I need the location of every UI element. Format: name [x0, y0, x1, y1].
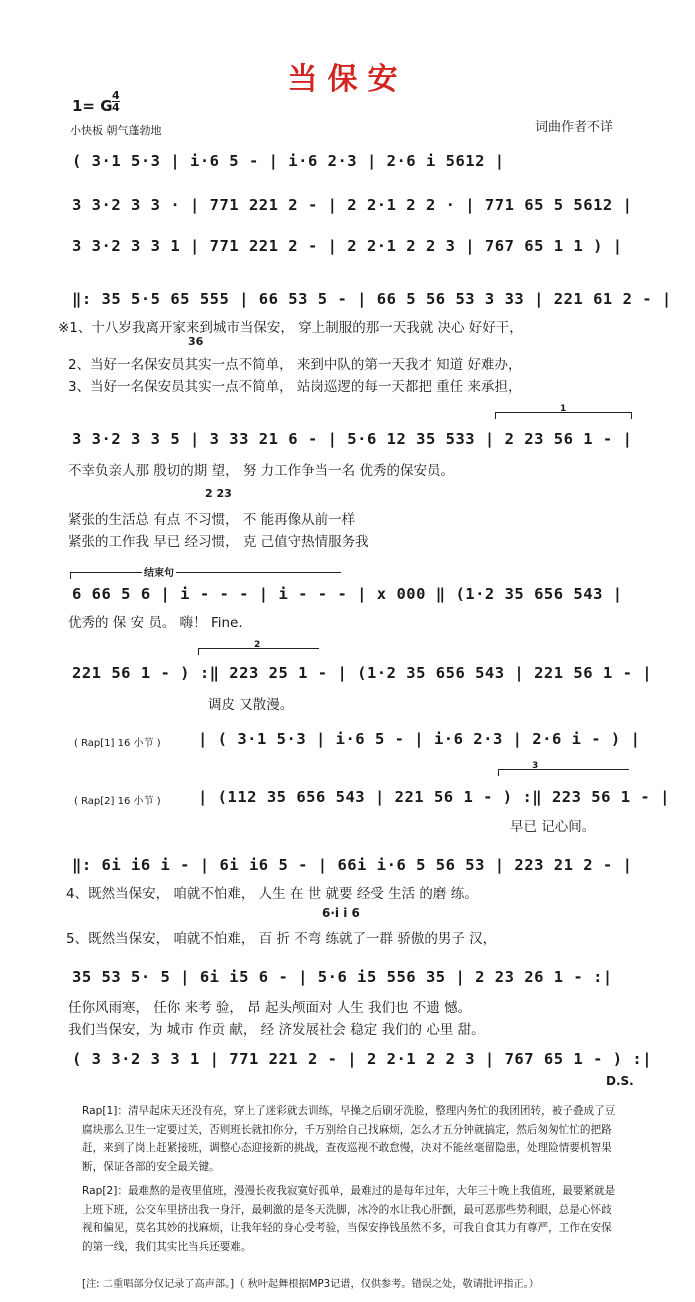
music-line: ( 3·1 5·3 | i·6 5 - | i·6 2·3 | 2·6 i 5612 | [72, 152, 505, 170]
lyric-line: 我们当保安，为 城市 作贡 献， 经 济发展社会 稳定 我们的 心里 甜。 [68, 1022, 485, 1038]
music-line: ‖: 35 5·5 65 555 | 66 53 5 - | 66 5 56 53 3 33 | 221 61 2 - | [72, 290, 672, 308]
music-line: 3 3·2 3 3 5 | 3 33 21 6 - | 5·6 12 35 533 | 2 23 56 1 - | [72, 430, 633, 448]
composer-credit: 词曲作者不详 [535, 120, 614, 135]
ending-label: 结束句 [142, 564, 176, 579]
lyric-line: 早已 记心间。 [510, 819, 596, 835]
volta-bracket [498, 769, 629, 776]
music-line: 3 3·2 3 3 1 | 771 221 2 - | 2 2·1 2 2 3 | 767 65 1 1 ) | [72, 237, 623, 255]
music-line: ‖: 6i i6 i - | 6i i6 5 - | 66i i·6 5 56 53 | 223 21 2 - | [72, 856, 633, 874]
lyric-line: 任你风雨寒， 任你 来考 验， 昂 起头颅面对 人生 我们也 不遗 憾。 [68, 1000, 472, 1016]
music-line: 6 66 5 6 | i - - - | i - - - | x 000 ‖ (1·2 35 656 543 | [72, 585, 623, 603]
lyric-line: 不幸负亲人那 殷切的期 望， 努 力工作争当一名 优秀的保安员。 [68, 463, 454, 479]
music-line: | (112 35 656 543 | 221 56 1 - ) :‖ 223 56 1 - | [198, 788, 670, 806]
song-title: 当保安 [287, 62, 408, 97]
music-line: ( 3 3·2 3 3 1 | 771 221 2 - | 2 2·1 2 2 3 | 767 65 1 - ) :| [72, 1050, 653, 1068]
alternate-notes: 36 [188, 335, 204, 348]
time-denominator: 4 [112, 101, 120, 114]
footer-note: [注: 二重唱部分仅记录了高声部。]（ 秋叶起舞根据MP3记谱，仅供参考。错误之处，敬请批评指正。） [82, 1279, 539, 1290]
music-line: 35 53 5· 5 | 6i i5 6 - | 5·6 i5 556 35 | 2 23 26 1 - :| [72, 968, 613, 986]
time-signature [112, 90, 120, 113]
music-line: 221 56 1 - ) :‖ 223 25 1 - | (1·2 35 656 543 | 221 56 1 - | [72, 664, 653, 682]
dal-segno: D.S. [606, 1074, 634, 1088]
tempo-marking: 小快板 朝气蓬勃地 [70, 124, 162, 137]
key-signature: 1= G [72, 97, 113, 115]
rap1-text: Rap[1]：清早起床天还没有亮，穿上了迷彩就去训练，早操之后刷牙洗脸，整理内务忙的我团团转，被子叠成了豆腐块那么卫生一定要过关，否则班长就扣你分，千万别给自己找麻烦，怎么才五分钟就搞定，然后匆匆忙忙的把路赶，来到了岗上赶紧接班，调整心态迎接新的挑战，查夜巡视不敢怠慢，决对不能丝毫留隐患，处理险情要机智果断，保证各部的安全最关键。 [82, 1105, 616, 1174]
rap2-text: Rap[2]：最难熬的是夜里值班，漫漫长夜我寂寞好孤单，最难过的是每年过年，大年三十晚上我值班，最要紧就是上班下班，公交车里挤出我一身汗，最刺激的是冬天洗脚，冰冷的水让我心肝颤，最可恶那些势利眼，总是心怀歧视和偏见，莫名其妙的找麻烦，让我年轻的身心受考验，当保安挣钱虽然不多，可我自食其力有尊严，工作在安保的第一线，我们其实比当兵还要难。 [82, 1185, 616, 1254]
music-line: 3 3·2 3 3 · | 771 221 2 - | 2 2·1 2 2 · | 771 65 5 5612 | [72, 196, 633, 214]
rap-label: ( Rap[1] 16 小节 ) [74, 738, 161, 749]
alternate-notes: 2 23 [205, 487, 232, 500]
lyric-line: 3、当好一名保安员其实一点不简单， 站岗巡逻的每一天都把 重任 来承担， [68, 379, 522, 395]
volta-number: 2 [254, 640, 261, 650]
lyric-line: 2、当好一名保安员其实一点不简单， 来到中队的第一天我才 知道 好难办， [68, 357, 522, 373]
lyric-line: ※1、十八岁我离开家来到城市当保安， 穿上制服的那一天我就 决心 好好干， [58, 320, 523, 336]
lyric-line: 紧张的生活总 有点 不习惯， 不 能再像从前一样 [68, 512, 356, 528]
lyric-line: 紧张的工作我 早已 经习惯， 克 己值守热情服务我 [68, 534, 369, 550]
lyric-line: 调皮 又散漫。 [208, 697, 294, 713]
rap-label: ( Rap[2] 16 小节 ) [74, 796, 161, 807]
music-line: | ( 3·1 5·3 | i·6 5 - | i·6 2·3 | 2·6 i - ) | [198, 730, 641, 748]
lyric-line: 优秀的 保 安 员。 嗨！ Fine. [68, 615, 243, 631]
lyric-line: 5、既然当保安， 咱就不怕难， 百 折 不弯 练就了一群 骄傲的男子 汉， [66, 931, 497, 947]
volta-number: 3 [532, 761, 539, 771]
volta-number: 1 [560, 404, 567, 414]
lyric-line: 4、既然当保安， 咱就不怕难， 人生 在 世 就要 经受 生活 的磨 练。 [66, 886, 478, 902]
alternate-notes: 6·i i 6 [322, 906, 360, 920]
time-numerator: 4 [112, 89, 120, 102]
ending-bracket [70, 572, 341, 579]
